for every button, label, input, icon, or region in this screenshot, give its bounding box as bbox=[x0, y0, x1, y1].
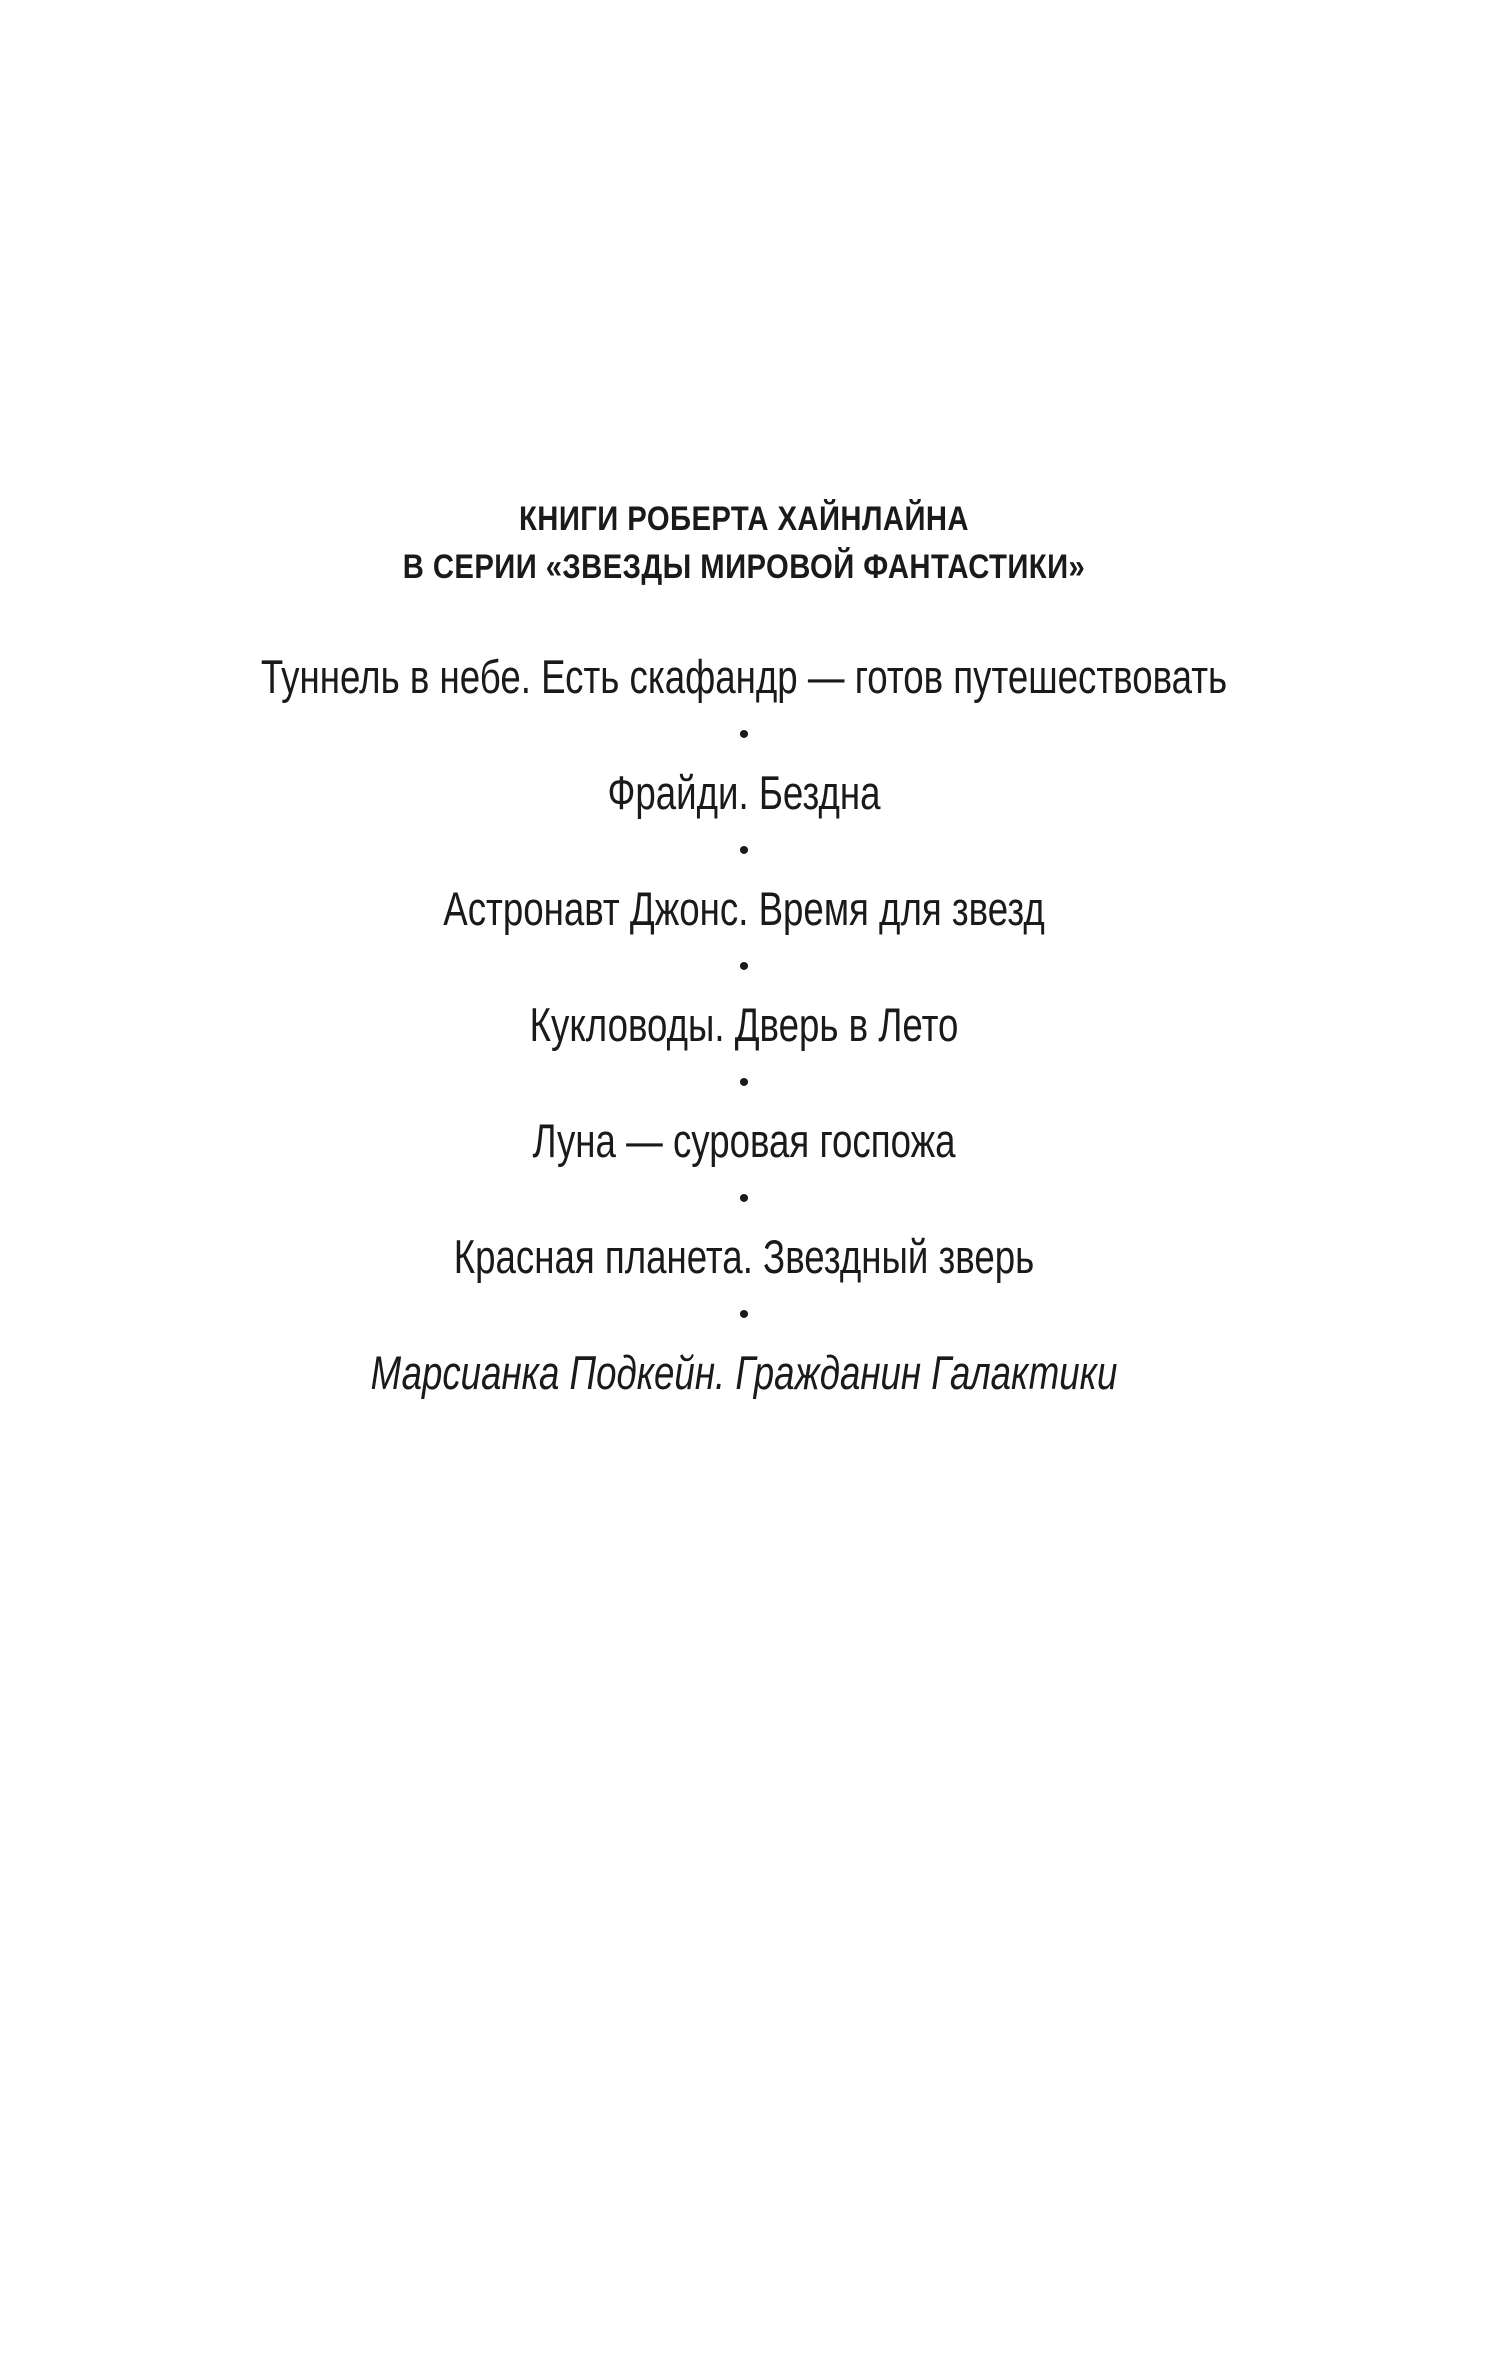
book-title: Кукловоды. Дверь в Лето bbox=[529, 998, 959, 1051]
book-title: Астронавт Джонс. Время для звезд bbox=[443, 882, 1045, 935]
book-list bbox=[0, 645, 1488, 1405]
book-title: Луна — суровая госпожа bbox=[532, 1114, 956, 1167]
bullet-separator: • bbox=[738, 1182, 750, 1215]
bullet-separator: • bbox=[738, 950, 750, 983]
bullet-separator: • bbox=[738, 834, 750, 867]
bullet-separator: • bbox=[738, 718, 750, 751]
book-title: Фрайди. Бездна bbox=[607, 766, 881, 819]
series-heading bbox=[0, 495, 1488, 591]
book-title-current: Марсианка Подкейн. Гражданин Галактики bbox=[370, 1346, 1118, 1399]
heading-line-2: В СЕРИИ «ЗВЕЗДЫ МИРОВОЙ ФАНТАСТИКИ» bbox=[402, 548, 1086, 586]
book-title: Красная планета. Звездный зверь bbox=[453, 1230, 1035, 1283]
heading-line-1: КНИГИ РОБЕРТА ХАЙНЛАЙНА bbox=[519, 500, 969, 538]
bullet-separator: • bbox=[738, 1066, 750, 1099]
book-title: Туннель в небе. Есть скафандр — готов путешествовать bbox=[260, 650, 1228, 703]
bullet-separator: • bbox=[738, 1298, 750, 1331]
